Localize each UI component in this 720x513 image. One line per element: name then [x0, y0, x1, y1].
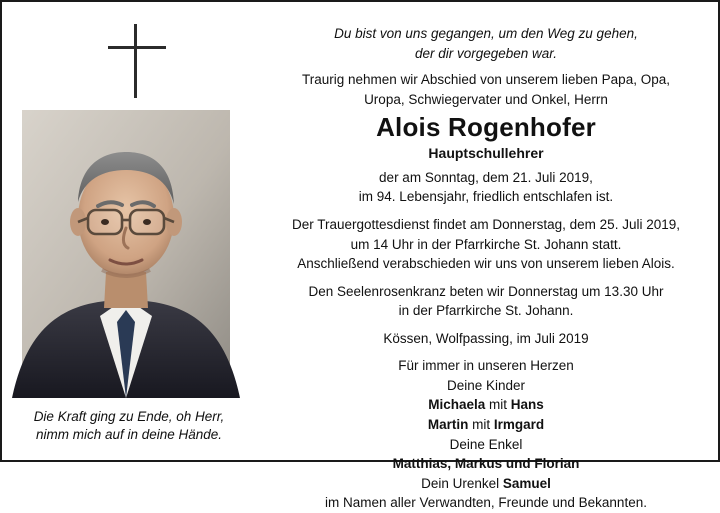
great-grandchild-label: Dein Urenkel	[421, 475, 503, 491]
child-2-name: Martin	[427, 417, 469, 433]
cross-vertical-bar	[134, 24, 137, 98]
service-line-1: Der Trauergottesdienst findet am Donnerstag, dem 25. Juli 2019,	[292, 216, 680, 232]
verse-line-1: Die Kraft ging zu Ende, oh Herr,	[33, 409, 225, 424]
verse-text	[16, 408, 242, 444]
child-1-name: Michaela	[428, 397, 486, 413]
great-grandchild-name: Samuel	[502, 475, 551, 491]
deceased-name: Alois Rogenhofer	[376, 112, 596, 143]
deceased-profession: Hauptschullehrer	[428, 144, 544, 161]
service-line-3: Anschließend verabschieden wir uns von unserem lieben Alois.	[297, 256, 675, 272]
memory-line: Für immer in unseren Herzen	[398, 358, 574, 374]
cross-icon	[108, 24, 166, 98]
announcement	[266, 70, 706, 109]
announcement-line-1: Traurig nehmen wir Abschied von unserem lieben Papa, Opa,	[302, 72, 670, 88]
epitaph-line-2: der dir vorgegeben war.	[414, 45, 558, 61]
closing-line: im Namen aller Verwandten, Freunde und Bekannten.	[325, 495, 647, 511]
grandchildren-label: Deine Enkel	[449, 436, 523, 452]
grandchildren-names	[266, 454, 706, 474]
child-row-2	[266, 415, 706, 435]
child-1-partner: Hans	[510, 397, 544, 413]
left-column	[2, 2, 254, 460]
verse-line-2: nimm mich auf in deine Hände.	[35, 427, 223, 443]
rosary-line-2: in der Pfarrkirche St. Johann.	[398, 303, 574, 319]
child-2-partner: Irmgard	[493, 417, 545, 433]
service-line-2: um 14 Uhr in der Pfarrkirche St. Johann statt.	[350, 236, 622, 252]
notice-text-column	[254, 2, 718, 511]
child-2-join: mit	[468, 417, 494, 433]
child-1-join: mit	[485, 397, 511, 413]
epitaph-line-1: Du bist von uns gegangen, um den Weg zu gehen,	[334, 26, 638, 41]
children-label: Deine Kinder	[446, 377, 526, 393]
death-line-1: der am Sonntag, dem 21. Juli 2019,	[379, 169, 593, 185]
announcement-line-2: Uropa, Schwiegervater und Onkel, Herrn	[364, 91, 608, 107]
portrait-illustration	[22, 110, 230, 398]
grandchildren-names-bold: Matthias, Markus und Florian	[392, 456, 580, 472]
rosary-line-1: Den Seelenrosenkranz beten wir Donnerstag um 13.30 Uhr	[308, 283, 664, 299]
epitaph	[266, 24, 706, 63]
death-line-2: im 94. Lebensjahr, friedlich entschlafen ist.	[358, 189, 614, 205]
place-and-date: Kössen, Wolfpassing, im Juli 2019	[383, 330, 589, 346]
service-details	[266, 215, 706, 274]
child-row-1	[266, 395, 706, 415]
cross-horizontal-bar	[108, 46, 166, 49]
rosary-details	[266, 282, 706, 321]
portrait-photo	[22, 110, 230, 398]
death-details	[266, 168, 706, 207]
great-grandchild-row	[266, 474, 706, 494]
